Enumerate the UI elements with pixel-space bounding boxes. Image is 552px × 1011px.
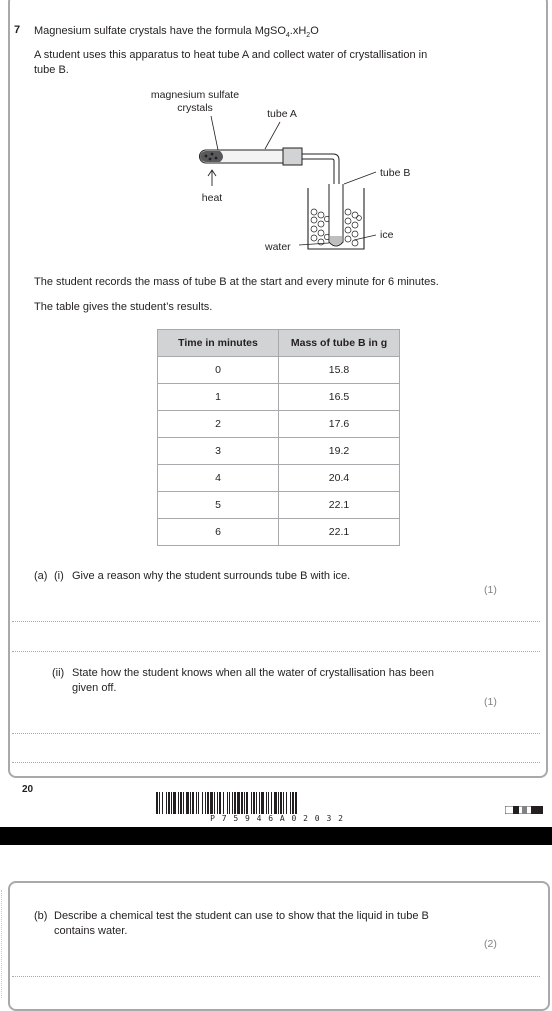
cell-time: 5 — [158, 492, 279, 519]
table-row — [158, 438, 400, 465]
page-number: 20 — [22, 784, 34, 795]
label-ice: ice — [380, 229, 394, 241]
table-row — [158, 465, 400, 492]
corner-registration-mark — [505, 806, 543, 814]
cell-mass: 22.1 — [279, 519, 400, 546]
part-a-ii-label: (ii) — [52, 667, 65, 679]
records-text: The student records the mass of tube B at the start and every minute for 6 minutes. — [34, 276, 439, 288]
cell-mass: 19.2 — [279, 438, 400, 465]
part-b-label: (b) — [34, 910, 48, 922]
table-row — [158, 492, 400, 519]
part-b-box — [8, 881, 550, 1011]
table-row — [158, 357, 400, 384]
cell-time: 6 — [158, 519, 279, 546]
cell-time: 4 — [158, 465, 279, 492]
table-row — [158, 519, 400, 546]
label-tube-a: tube A — [267, 108, 297, 120]
label-heat: heat — [201, 192, 223, 204]
table-row — [158, 411, 400, 438]
barcode — [156, 792, 398, 814]
margin-dots — [1, 890, 5, 998]
results-table — [157, 329, 400, 546]
table-row — [158, 384, 400, 411]
cell-mass: 22.1 — [279, 492, 400, 519]
apparatus-diagram — [130, 86, 430, 256]
part-b-marks: (2) — [484, 938, 497, 950]
label-crystals-line1: magnesium sulfate — [150, 89, 240, 101]
cell-mass: 17.6 — [279, 411, 400, 438]
header-mass: Mass of tube B in g — [279, 330, 400, 357]
question-number: 7 — [14, 24, 21, 36]
cell-time: 0 — [158, 357, 279, 384]
part-a-label: (a) — [34, 570, 48, 582]
part-a-ii-marks: (1) — [484, 696, 497, 708]
table-header-row — [158, 330, 400, 357]
part-a-ii-question: State how the student knows when all the water of crystallisation has been given off. — [72, 667, 434, 694]
answer-line[interactable] — [12, 976, 540, 977]
part-a-i-marks: (1) — [484, 584, 497, 596]
answer-line[interactable] — [12, 621, 540, 622]
page-divider — [0, 827, 552, 845]
label-crystals-line2: crystals — [177, 102, 213, 114]
part-a-i-label: (i) — [54, 570, 64, 582]
header-time: Time in minutes — [158, 330, 279, 357]
cell-time: 1 — [158, 384, 279, 411]
question-intro: Magnesium sulfate crystals have the formula $MgSO_4.xH_2O$ — [34, 25, 319, 40]
answer-line[interactable] — [12, 733, 540, 734]
answer-line[interactable] — [12, 762, 540, 763]
cell-mass: 16.5 — [279, 384, 400, 411]
part-b-question: Describe a chemical test the student can use to show that the liquid in tube B contains water. — [54, 910, 429, 937]
apparatus-intro: A student uses this apparatus to heat tube A and collect water of crystallisation in tube B. — [34, 49, 428, 76]
label-water: water — [265, 241, 291, 253]
table-intro: The table gives the student’s results. — [34, 301, 213, 313]
cell-time: 2 — [158, 411, 279, 438]
cell-mass: 20.4 — [279, 465, 400, 492]
cell-mass: 15.8 — [279, 357, 400, 384]
answer-line[interactable] — [12, 651, 540, 652]
label-tube-b: tube B — [380, 167, 411, 179]
barcode-text: P 7 5 9 4 6 A 0 2 0 3 2 — [210, 814, 344, 823]
cell-time: 3 — [158, 438, 279, 465]
part-a-i-question: Give a reason why the student surrounds tube B with ice. — [72, 570, 351, 582]
